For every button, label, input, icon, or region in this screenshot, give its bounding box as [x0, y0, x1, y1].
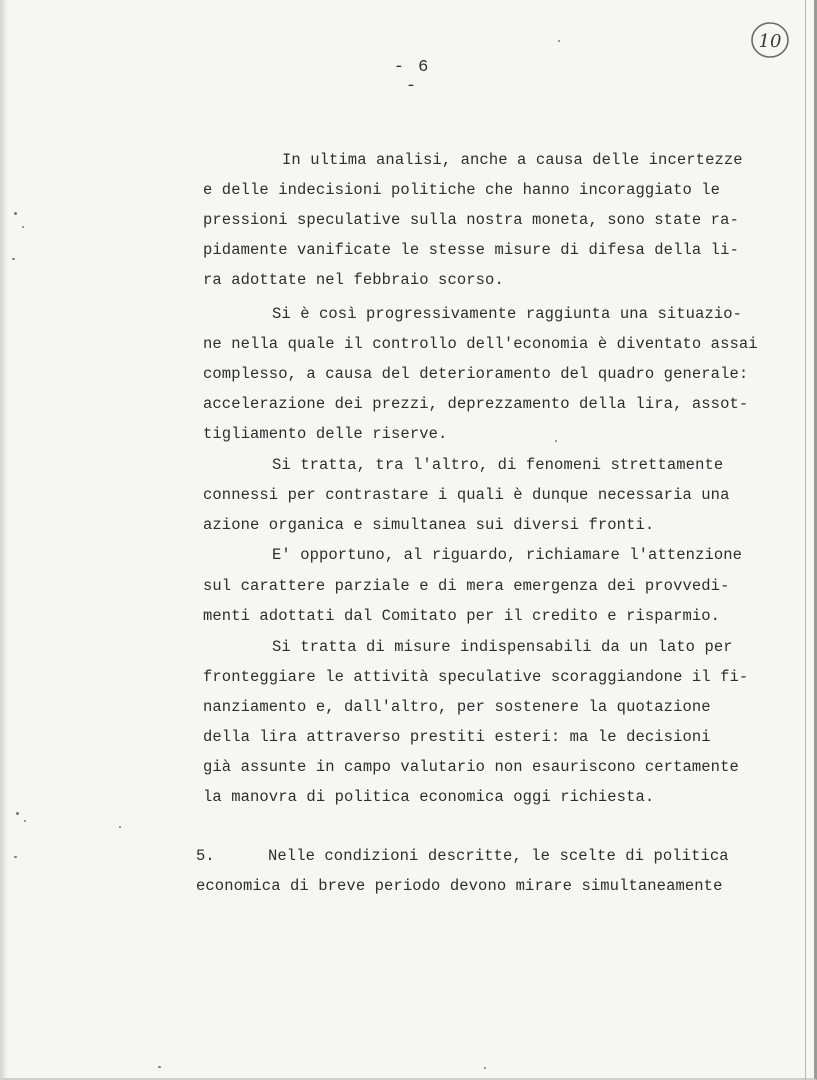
text-line: economica di breve periodo devono mirare simultaneamente — [196, 877, 723, 895]
scan-speck — [24, 820, 26, 822]
scan-speck — [555, 440, 557, 442]
text-line: pidamente vanificate le stesse misure di difesa della li- — [203, 241, 739, 259]
scan-speck — [558, 40, 560, 42]
text-line: connessi per contrastare i quali è dunque necessaria una — [203, 486, 730, 504]
page-left-shadow — [2, 0, 8, 1078]
text-line: Si tratta, tra l'altro, di fenomeni strettamente — [272, 456, 724, 474]
text-line: tigliamento delle riserve. — [203, 425, 448, 443]
page-edge-line — [805, 0, 806, 1080]
scan-speck — [14, 856, 17, 858]
text-line: complesso, a causa del deterioramento del quadro generale: — [203, 365, 749, 383]
archive-stamp-icon — [750, 20, 790, 60]
text-line: Si è così progressivamente raggiunta una situazio- — [272, 305, 743, 323]
text-line: pressioni speculative sulla nostra moneta, sono state ra- — [203, 211, 739, 229]
text-line: accelerazione dei prezzi, deprezzamento della lira, assot- — [203, 395, 749, 413]
page-number: - 6 - — [393, 58, 431, 96]
scan-speck — [22, 226, 24, 228]
text-line: menti adottati dal Comitato per il credito e risparmio. — [203, 607, 721, 625]
text-line: e delle indecisioni politiche che hanno incoraggiato le — [203, 181, 721, 199]
section-number: 5. — [196, 847, 215, 865]
text-line: ra adottate nel febbraio scorso. — [203, 271, 504, 289]
text-line: ne nella quale il controllo dell'economia è diventato assai — [203, 335, 758, 353]
text-line: azione organica e simultanea sui diversi fronti. — [203, 516, 655, 534]
text-line: sul carattere parziale e di mera emergenza dei provvedi- — [203, 577, 730, 595]
text-line: della lira attraverso prestiti esteri: ma le decisioni — [203, 728, 711, 746]
text-line: Nelle condizioni descritte, le scelte di politica — [268, 847, 729, 865]
scan-speck — [16, 812, 19, 815]
scan-speck — [484, 1067, 486, 1069]
text-line: E' opportuno, al riguardo, richiamare l'attenzione — [272, 546, 743, 564]
archive-stamp-number: 10 — [758, 31, 782, 52]
scan-speck — [158, 1066, 161, 1068]
scan-speck — [12, 258, 15, 260]
text-line: fronteggiare le attività speculative scoraggiandone il fi- — [203, 668, 749, 686]
text-line: In ultima analisi, anche a causa delle incertezze — [282, 151, 743, 169]
scan-speck — [14, 212, 17, 215]
text-line: Si tratta di misure indispensabili da un lato per — [272, 638, 733, 656]
text-line: la manovra di politica economica oggi richiesta. — [203, 788, 655, 806]
text-line: già assunte in campo valutario non esauriscono certamente — [203, 758, 739, 776]
scan-speck — [119, 826, 121, 828]
text-line: nanziamento e, dall'altro, per sostenere la quotazione — [203, 698, 711, 716]
